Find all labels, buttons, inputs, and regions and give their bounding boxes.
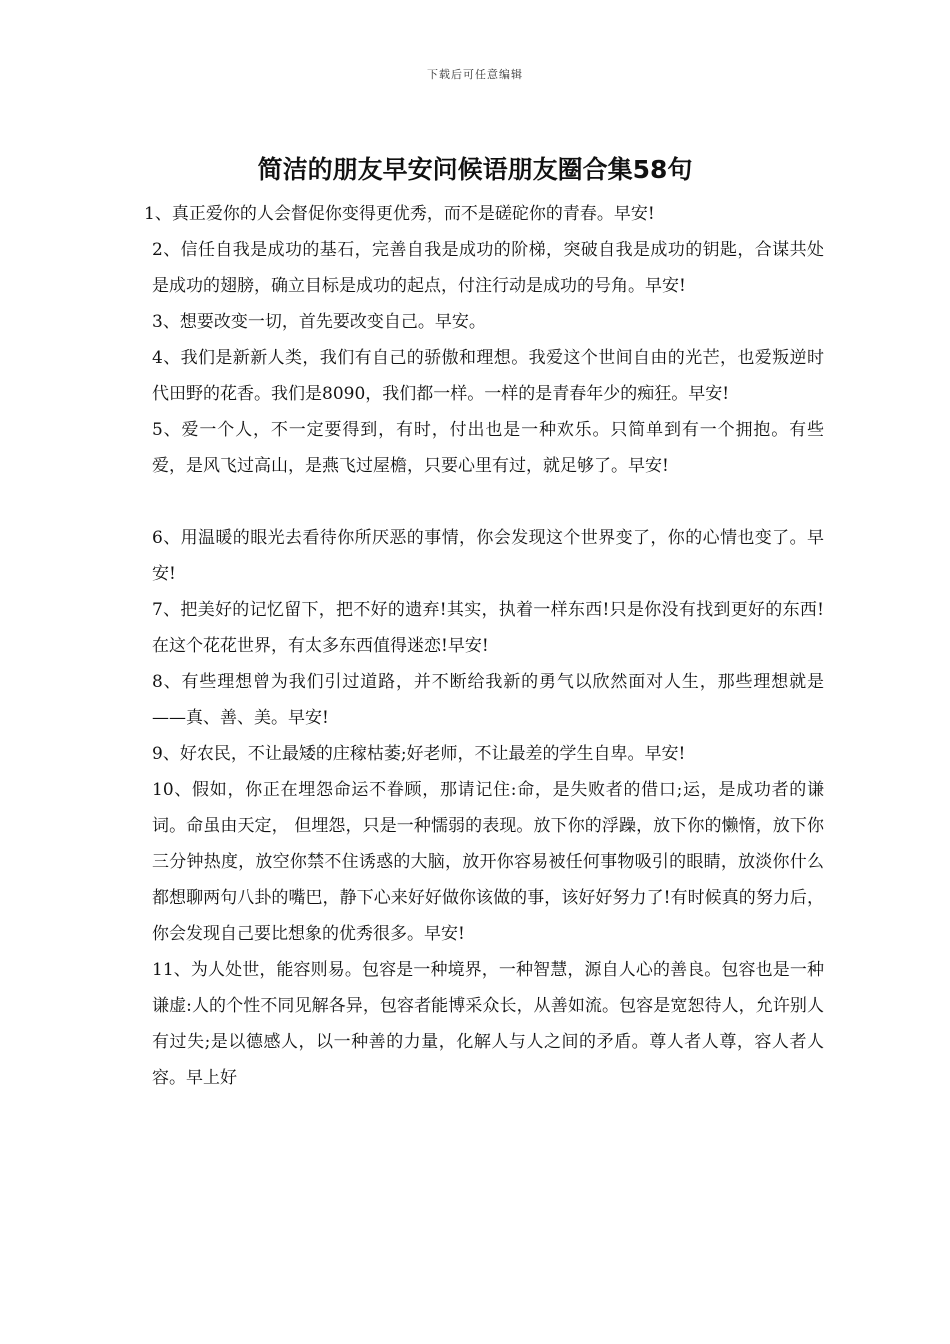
blank-line [144, 484, 824, 520]
paragraph-11: 11、为人处世，能容则易。包容是一种境界，一种智慧，源自人心的善良。包容也是一种谦虚:人的个性不同见解各异，包容者能博采众长，从善如流。包容是宽恕待人，允许别人有过失;是以德感人，以一种善的力量，化解人与人之间的矛盾。尊人者人尊，容人者人容。早上好 [152, 960, 824, 1088]
document-title: 简洁的朋友早安问候语朋友圈合集58句 [257, 155, 693, 184]
header-note: 下载后可任意编辑 [427, 68, 523, 81]
paragraph-2: 2、信任自我是成功的基石，完善自我是成功的阶梯，突破自我是成功的钥匙，合谋共处是成功的翅膀，确立目标是成功的起点，付注行动是成功的号角。早安! [152, 240, 824, 296]
paragraph-9: 9、好农民，不让最矮的庄稼枯萎;好老师，不让最差的学生自卑。早安! [152, 744, 686, 764]
paragraph-5: 5、爱一个人，不一定要得到，有时，付出也是一种欢乐。只简单到有一个拥抱。有些爱，是风飞过高山，是燕飞过屋檐，只要心里有过，就足够了。早安! [152, 420, 824, 476]
paragraph-4: 4、我们是新新人类，我们有自己的骄傲和理想。我爱这个世间自由的光芒，也爱叛逆时代田野的花香。我们是8090，我们都一样。一样的是青春年少的痴狂。早安! [152, 348, 824, 404]
paragraph-1: 1、真正爱你的人会督促你变得更优秀，而不是磋砣你的青春。早安! [144, 204, 655, 224]
paragraph-6: 6、用温暖的眼光去看待你所厌恶的事情，你会发现这个世界变了，你的心情也变了。早安! [152, 528, 824, 584]
paragraph-3: 3、想要改变一切，首先要改变自己。早安。 [152, 312, 486, 332]
paragraph-10: 10、假如，你正在埋怨命运不眷顾，那请记住:命，是失败者的借口;运，是成功者的谦词。命虽由天定， 但埋怨，只是一种懦弱的表现。放下你的浮躁，放下你的懒惰，放下你三分钟热度，放空你禁不住诱惑的大脑，放开你容易被任何事物吸引的眼睛，放淡你什么都想聊两句八卦的嘴巴，静下心来好好做你该做的事，该好好努力了!有时候真的努力后，你会发现自己要比想象的优秀很多。早安! [152, 780, 824, 944]
paragraph-7: 7、把美好的记忆留下，把不好的遗弃!其实，执着一样东西!只是你没有找到更好的东西!在这个花花世界，有太多东西值得迷恋!早安! [152, 600, 824, 656]
document-body [144, 196, 824, 1096]
paragraph-8: 8、有些理想曾为我们引过道路，并不断给我新的勇气以欣然面对人生，那些理想就是——真、善、美。早安! [152, 672, 824, 728]
